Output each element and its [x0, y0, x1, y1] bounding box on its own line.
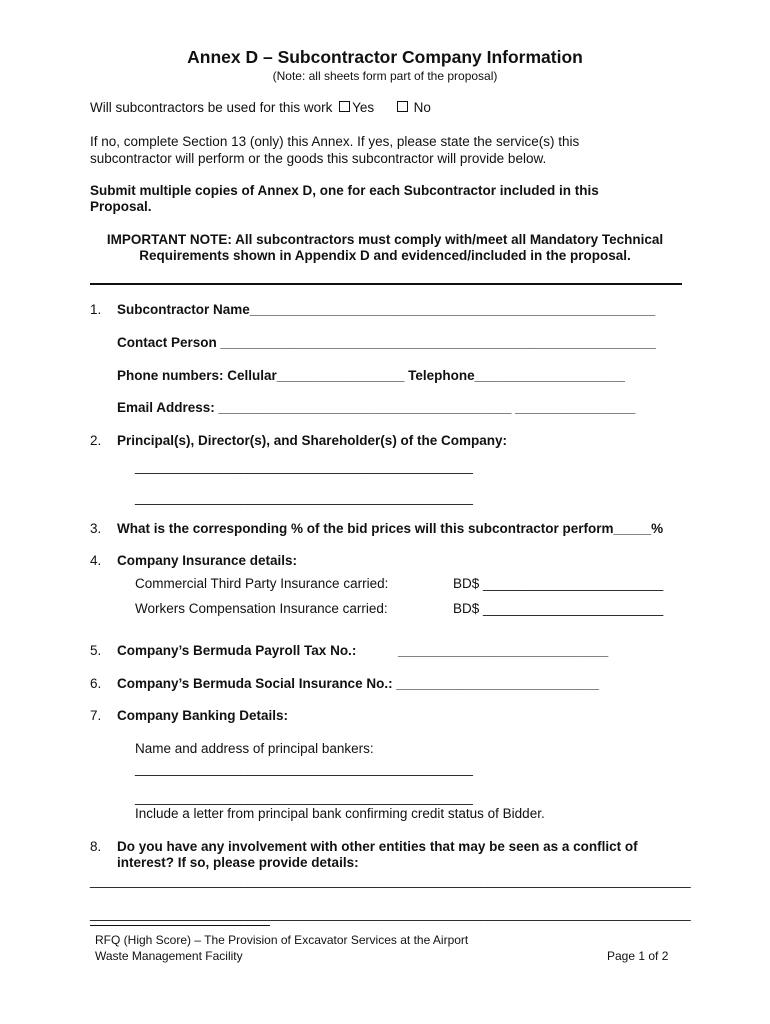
bid-percentage-field[interactable]: What is the corresponding % of the bid prices will this subcontractor perform_____% — [117, 521, 664, 536]
bankers-blank-2[interactable]: _____________________________________________ — [135, 790, 473, 805]
section-1-number: 1. — [90, 302, 102, 317]
conflict-details-blank-2[interactable]: ________________________________________________________________________________ — [90, 906, 691, 921]
subcontractor-name-field[interactable]: Subcontractor Name______________________________________________________ — [117, 302, 656, 317]
conflict-question-line-2: interest? If so, please provide details: — [117, 855, 359, 870]
section-2-number: 2. — [90, 433, 102, 448]
bankers-blank-1[interactable]: _____________________________________________ — [135, 761, 473, 776]
no-checkbox[interactable] — [397, 101, 408, 112]
instructions-line-1: If no, complete Section 13 (only) this Annex. If yes, please state the service(s) this — [90, 134, 580, 149]
question-label: Will subcontractors be used for this work — [90, 100, 333, 115]
email-address-field[interactable]: Email Address: _______________________________________ ________________ — [117, 400, 636, 415]
subcontractors-used-question — [90, 100, 431, 115]
workers-comp-insurance-label: Workers Compensation Insurance carried: — [135, 601, 388, 616]
bank-letter-instruction: Include a letter from principal bank confirming credit status of Bidder. — [135, 806, 545, 821]
conflict-question-line-1: Do you have any involvement with other entities that may be seen as a conflict of — [117, 839, 638, 854]
social-insurance-field[interactable]: Company’s Bermuda Social Insurance No.: ___________________________ — [117, 676, 600, 691]
section-5-number: 5. — [90, 643, 102, 658]
banking-label: Company Banking Details: — [117, 708, 289, 723]
no-label: No — [413, 100, 431, 115]
conflict-details-blank-1[interactable]: ________________________________________________________________________________ — [90, 873, 691, 888]
footer-line-2: Waste Management Facility — [95, 949, 243, 963]
page-note: (Note: all sheets form part of the proposal) — [272, 69, 498, 83]
yes-label: Yes — [352, 100, 375, 115]
submit-line-2: Proposal. — [90, 199, 152, 214]
section-4-number: 4. — [90, 553, 102, 568]
section-3-number: 3. — [90, 521, 102, 536]
page-title: Annex D – Subcontractor Company Information — [187, 47, 583, 67]
submit-line-1: Submit multiple copies of Annex D, one for each Subcontractor included in this — [90, 183, 599, 198]
insurance-label: Company Insurance details: — [117, 553, 298, 568]
contact-person-field[interactable]: Contact Person __________________________________________________________ — [117, 335, 656, 350]
payroll-tax-label: Company’s Bermuda Payroll Tax No.: — [117, 643, 357, 658]
third-party-insurance-field[interactable]: BD$ ________________________ — [453, 576, 664, 591]
principals-blank-2[interactable]: _____________________________________________ — [135, 490, 473, 505]
page-number: Page 1 of 2 — [607, 949, 669, 963]
principals-blank-1[interactable]: _____________________________________________ — [135, 459, 473, 474]
section-6-number: 6. — [90, 676, 102, 691]
yes-checkbox[interactable] — [339, 101, 350, 112]
footer-rule — [90, 925, 270, 926]
phone-numbers-field[interactable]: Phone numbers: Cellular_________________ Telephone____________________ — [117, 368, 625, 383]
third-party-insurance-label: Commercial Third Party Insurance carried: — [135, 576, 389, 591]
section-7-number: 7. — [90, 708, 102, 723]
important-note-line-2: Requirements shown in Appendix D and evidenced/included in the proposal. — [139, 248, 631, 263]
bankers-label: Name and address of principal bankers: — [135, 741, 374, 756]
important-note-line-1: IMPORTANT NOTE: All subcontractors must comply with/meet all Mandatory Technical — [106, 232, 664, 247]
principals-label: Principal(s), Director(s), and Shareholder(s) of the Company: — [117, 433, 508, 448]
payroll-tax-field[interactable]: ____________________________ — [398, 643, 609, 658]
section-8-number: 8. — [90, 839, 102, 854]
section-divider — [90, 283, 682, 285]
footer-line-1: RFQ (High Score) – The Provision of Excavator Services at the Airport — [95, 933, 469, 947]
workers-comp-insurance-field[interactable]: BD$ ________________________ — [453, 601, 664, 616]
instructions-line-2: subcontractor will perform or the goods this subcontractor will provide below. — [90, 151, 547, 166]
